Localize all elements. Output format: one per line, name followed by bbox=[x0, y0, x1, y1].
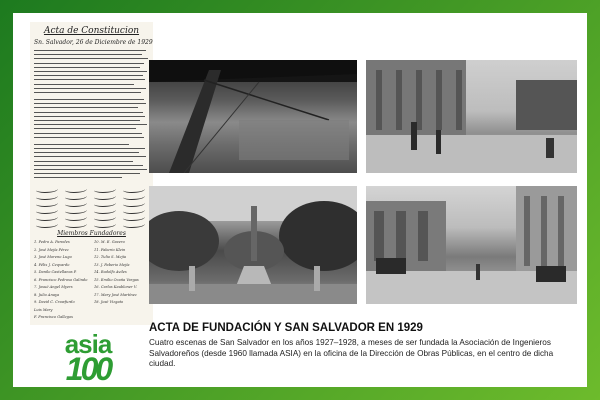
document-date-line: Sn. Salvador, 26 de Diciembre de 1929 bbox=[34, 39, 153, 46]
founder-name: 2. José Mejía Pérez bbox=[34, 247, 69, 252]
handwritten-line bbox=[34, 128, 136, 129]
signature bbox=[123, 186, 145, 193]
caption-heading: ACTA DE FUNDACIÓN Y SAN SALVADOR EN 1929 bbox=[149, 322, 423, 334]
founder-name: 1. Pedro A. Paredes bbox=[34, 240, 70, 244]
handwritten-line bbox=[34, 79, 145, 80]
signature bbox=[65, 221, 87, 228]
handwritten-line bbox=[34, 75, 143, 76]
signature bbox=[65, 193, 87, 200]
signature bbox=[36, 214, 58, 221]
handwritten-line bbox=[34, 58, 148, 59]
founder-name: 5. Danilo Castellanos P. bbox=[34, 270, 77, 274]
handwritten-line bbox=[34, 177, 122, 178]
handwritten-line bbox=[34, 161, 133, 162]
founder-name: 11. Faberio Klein bbox=[94, 247, 126, 252]
founder-name: 12. Tulio S. Mejía bbox=[94, 255, 127, 259]
signature bbox=[94, 214, 116, 221]
handwritten-line bbox=[34, 169, 147, 170]
founder-name: 17. Mary José Martínez bbox=[94, 292, 137, 297]
handwritten-line bbox=[34, 92, 141, 93]
signature bbox=[36, 193, 58, 200]
signature bbox=[94, 221, 116, 228]
signature bbox=[36, 207, 58, 214]
document-title: Acta de Constitucion bbox=[43, 26, 140, 36]
signature bbox=[94, 186, 116, 193]
signature bbox=[36, 221, 58, 228]
handwritten-line bbox=[34, 144, 129, 145]
founder-name: 4. Félix J. Ceqvardo bbox=[34, 262, 70, 267]
signature bbox=[65, 200, 87, 207]
signature bbox=[123, 214, 145, 221]
founder-name: 14. Rodolfo Aviles bbox=[94, 270, 127, 274]
handwritten-line bbox=[34, 107, 138, 108]
signature bbox=[65, 186, 87, 193]
handwritten-line bbox=[34, 148, 145, 149]
handwritten-line bbox=[34, 137, 144, 138]
founder-name: 3. José Moreno Lugo bbox=[34, 255, 72, 259]
handwritten-line bbox=[34, 156, 146, 157]
logo-wordmark: asia bbox=[64, 329, 112, 359]
founder-name: 13. J. Faberio Mejía bbox=[94, 262, 130, 267]
signature bbox=[123, 221, 145, 228]
handwritten-line bbox=[34, 84, 134, 85]
signature bbox=[123, 193, 145, 200]
caption-body: Cuatro escenas de San Salvador en los años 1927–1928, a meses de ser fundada la Asociación de Ingenieros Salvadoreños (desde 1960 llamada ASIA) en la oficina de la Dirección de Obras Públicas, en el centro de dicha ciudad. bbox=[149, 338, 554, 368]
founder-name: 7. Josué Angel Myers bbox=[34, 285, 73, 289]
handwritten-line bbox=[34, 116, 145, 117]
photo-aerial-view bbox=[149, 60, 357, 173]
content-panel bbox=[13, 13, 587, 387]
signature bbox=[65, 214, 87, 221]
handwritten-line bbox=[34, 152, 139, 153]
founder-name: 15. Emilio Ocaña Vargas bbox=[94, 277, 139, 282]
handwritten-line bbox=[34, 50, 146, 51]
founder-name: 9. David C. Crawfurdo bbox=[34, 300, 75, 304]
handwritten-line bbox=[34, 120, 140, 121]
handwritten-line bbox=[34, 71, 147, 72]
handwritten-line bbox=[34, 173, 140, 174]
founder-name: 16. Carlos Kaubloner V. bbox=[94, 285, 137, 289]
signature bbox=[94, 193, 116, 200]
handwritten-line bbox=[34, 133, 142, 134]
founder-name: 8. Julio Anaya bbox=[34, 292, 60, 297]
founder-name: F. Francisco Gallegos bbox=[34, 315, 73, 319]
signature bbox=[65, 207, 87, 214]
photo-plaza-garden bbox=[149, 186, 357, 304]
handwritten-line bbox=[34, 165, 143, 166]
signature bbox=[36, 186, 58, 193]
asia-100-logo bbox=[38, 331, 138, 387]
signature bbox=[36, 200, 58, 207]
handwritten-line bbox=[34, 103, 146, 104]
founder-name: 18. José Vizgato bbox=[94, 300, 124, 304]
handwritten-line bbox=[34, 67, 140, 68]
handwritten-line bbox=[34, 63, 144, 64]
handwritten-line bbox=[34, 54, 142, 55]
handwritten-line bbox=[34, 99, 144, 100]
signature bbox=[123, 207, 145, 214]
handwritten-line bbox=[34, 112, 143, 113]
logo-number: 100 bbox=[65, 351, 111, 387]
handwritten-line bbox=[34, 88, 146, 89]
signature bbox=[94, 200, 116, 207]
signature bbox=[94, 207, 116, 214]
photo-street-colonnade bbox=[366, 60, 577, 173]
handwritten-line bbox=[34, 124, 147, 125]
photo-street-cars bbox=[366, 186, 577, 304]
founder-name: Luis Mary bbox=[34, 307, 53, 312]
founding-act-document bbox=[30, 22, 153, 325]
founder-name: 6. Francisco Pedroso Galindo bbox=[34, 277, 88, 282]
founders-title: Miembros Fundadores bbox=[57, 230, 126, 237]
signature bbox=[123, 200, 145, 207]
founder-name: 10. M. E. Gavero bbox=[94, 240, 125, 244]
